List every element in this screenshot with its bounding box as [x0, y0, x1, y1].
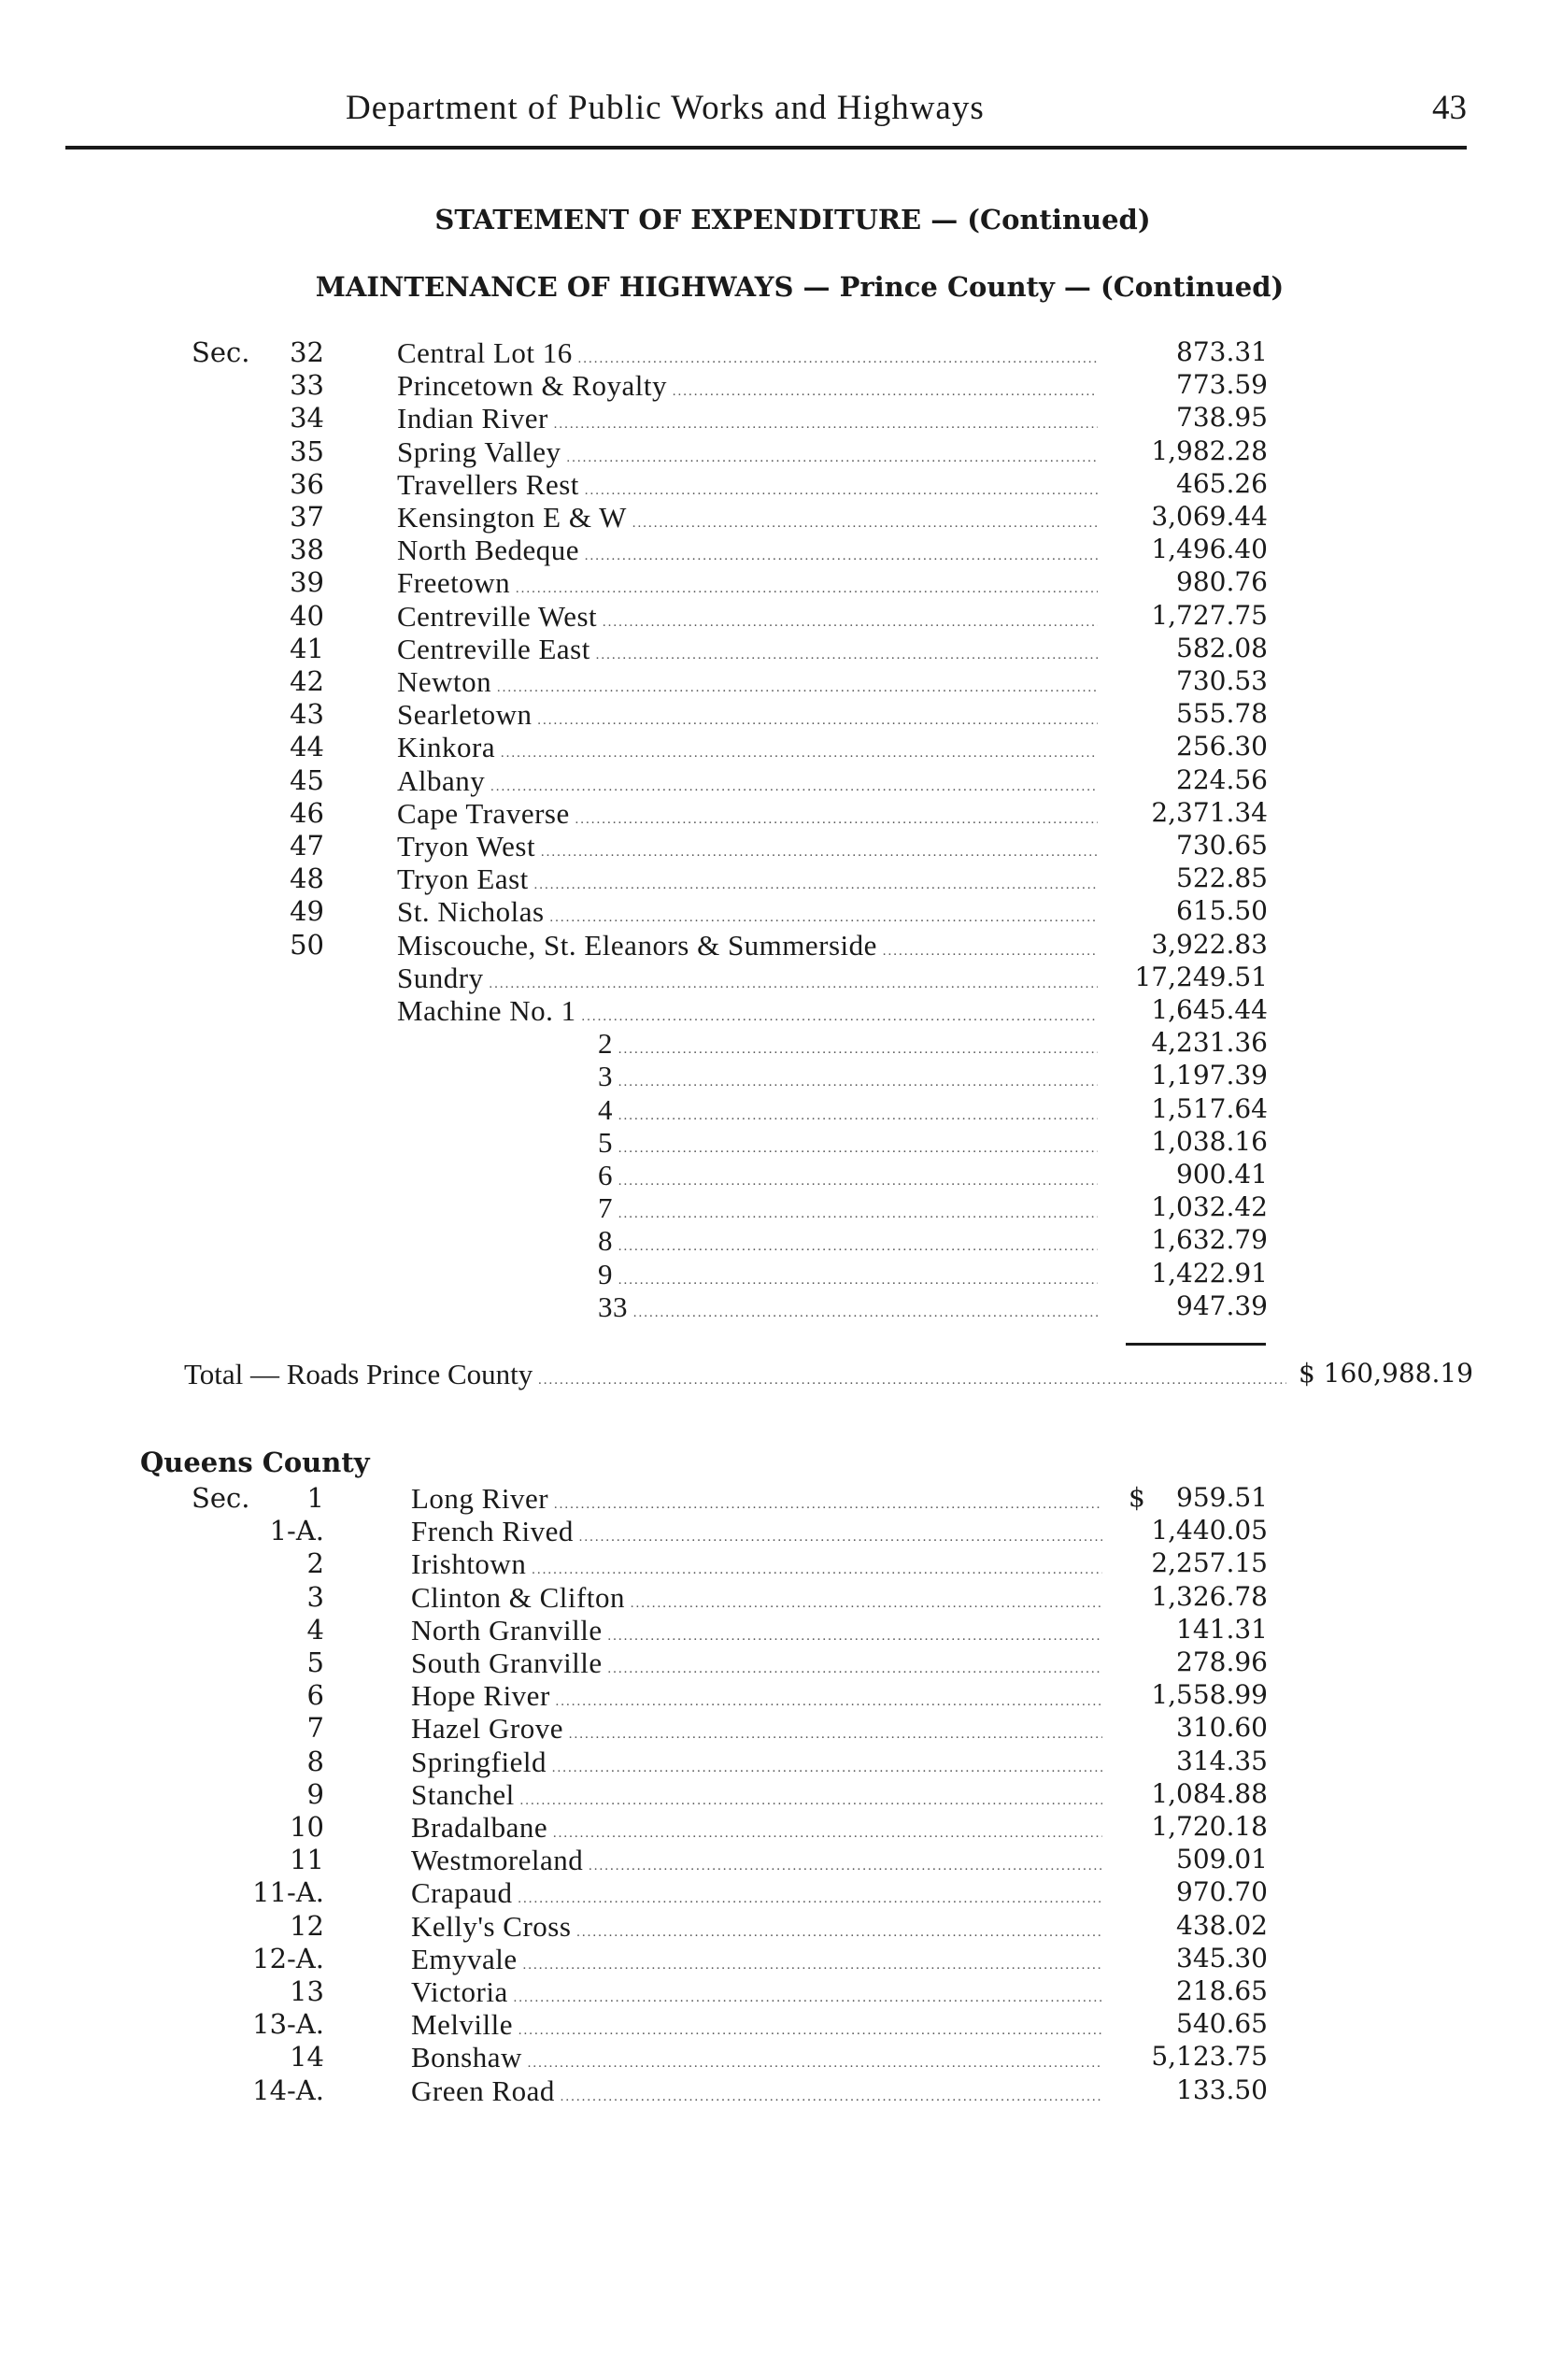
district-name: 7 ..... [598, 1191, 1098, 1225]
district-name: Central Lot 16 ..... [397, 336, 1098, 370]
table-row [0, 698, 1548, 732]
district-name: Centreville West ..... [397, 600, 1098, 634]
amount: 1,727.75 [1151, 599, 1268, 631]
sec-label: Sec. [192, 336, 250, 368]
amount: 522.85 [1176, 862, 1268, 894]
table-row [0, 1910, 1548, 1944]
district-name: North Bedeque ..... [397, 534, 1098, 567]
district-name: Sundry ..... [397, 962, 1098, 995]
sec-number: 43 [290, 698, 324, 731]
sec-number: 13-A. [252, 2008, 324, 2041]
sec-number: 44 [290, 731, 324, 763]
amount: 959.51 [1176, 1482, 1268, 1513]
amount: 980.76 [1176, 566, 1268, 598]
amount: 1,645.44 [1151, 994, 1268, 1025]
table-row [0, 633, 1548, 666]
table-row [0, 1547, 1548, 1581]
subtotal-rule [1126, 1343, 1266, 1346]
table-row [0, 435, 1548, 469]
table-row [0, 2074, 1548, 2108]
sec-number: 35 [290, 435, 324, 467]
district-name: Bradalbane ..... [411, 1811, 1102, 1845]
sec-number: 42 [290, 665, 324, 697]
dollar-sign: $ [1129, 1482, 1145, 1513]
table-row [0, 764, 1548, 798]
sec-number: 49 [290, 895, 324, 928]
page-header [65, 80, 1467, 150]
sec-number: 6 [306, 1679, 324, 1712]
sec-number: 1-A. [269, 1515, 324, 1547]
sec-number: 12 [290, 1909, 324, 1942]
table-row [0, 994, 1548, 1028]
district-name: North Granville ..... [411, 1614, 1102, 1647]
amount: 730.53 [1176, 665, 1268, 696]
district-name: Green Road ..... [411, 2074, 1102, 2108]
district-name: Kinkora ..... [397, 731, 1098, 764]
district-name: Tryon East ..... [397, 862, 1098, 896]
sec-number: 12-A. [252, 1942, 324, 1974]
table-row [0, 2008, 1548, 2042]
sec-number: 50 [290, 928, 324, 961]
amount: 1,084.88 [1151, 1777, 1268, 1809]
amount: 2,257.15 [1151, 1547, 1268, 1579]
sec-number: 11-A. [252, 1876, 324, 1909]
table-row [0, 1679, 1548, 1713]
table-row [0, 895, 1548, 929]
sec-number: 13 [290, 1975, 324, 2007]
sec-number: 33 [290, 369, 324, 402]
table-row [0, 336, 1548, 370]
amount: 465.26 [1176, 467, 1268, 499]
district-name: 6 ..... [598, 1159, 1098, 1192]
district-name: 4 ..... [598, 1093, 1098, 1127]
district-name: Kelly's Cross ..... [411, 1910, 1102, 1944]
sec-number: 48 [290, 862, 324, 895]
district-name: Westmoreland ..... [411, 1844, 1102, 1877]
amount: 278.96 [1176, 1646, 1268, 1677]
total-dollar-sign: $ [1299, 1358, 1315, 1389]
table-row [0, 1844, 1548, 1877]
table-row [0, 962, 1548, 995]
amount: 1,032.42 [1151, 1191, 1268, 1223]
amount: 738.95 [1176, 402, 1268, 434]
table-row [0, 1746, 1548, 1779]
section-title: MAINTENANCE OF HIGHWAYS — Prince County — (Continued) [315, 271, 1285, 303]
district-name: Freetown ..... [397, 566, 1098, 600]
sec-number: 32 [290, 336, 324, 368]
amount: 1,440.05 [1151, 1515, 1268, 1546]
sec-number: 36 [290, 467, 324, 500]
sec-number: 45 [290, 763, 324, 796]
sec-number: 38 [290, 534, 324, 566]
sec-number: 3 [306, 1580, 324, 1613]
sec-number: 40 [290, 599, 324, 632]
amount: 314.35 [1176, 1745, 1268, 1776]
district-name: 5 ..... [598, 1126, 1098, 1160]
table-row [0, 1126, 1548, 1160]
table-row [0, 731, 1548, 764]
district-name: Tryon West ..... [397, 830, 1098, 863]
sec-number: 39 [290, 566, 324, 599]
amount: 224.56 [1176, 763, 1268, 795]
district-name: French Rived ..... [411, 1515, 1102, 1548]
sec-number: 5 [306, 1646, 324, 1678]
table-row [0, 1515, 1548, 1548]
district-name: 2 ..... [598, 1027, 1098, 1061]
district-name: Hazel Grove ..... [411, 1712, 1102, 1746]
district-name: Stanchel ..... [411, 1778, 1102, 1812]
amount: 1,982.28 [1151, 435, 1268, 466]
running-head: Department of Public Works and Highways [346, 89, 985, 127]
table-row [0, 1027, 1548, 1061]
sec-number: 2 [306, 1547, 324, 1580]
amount: 1,558.99 [1151, 1679, 1268, 1711]
amount: 1,038.16 [1151, 1125, 1268, 1157]
table-row [0, 1712, 1548, 1746]
table-row [0, 2041, 1548, 2074]
district-name: Machine No. 1 ..... [397, 994, 1098, 1028]
amount: 773.59 [1176, 369, 1268, 401]
amount: 310.60 [1176, 1712, 1268, 1744]
table-row [0, 566, 1548, 600]
table-row [0, 1614, 1548, 1647]
district-name: Long River ..... [411, 1482, 1102, 1516]
table-row [0, 1581, 1548, 1615]
total-amount: 160,988.19 [1323, 1358, 1473, 1389]
table-row [0, 1093, 1548, 1127]
sec-number: 47 [290, 830, 324, 862]
table-row [0, 402, 1548, 435]
district-name: Searletown ..... [397, 698, 1098, 732]
amount: 1,496.40 [1151, 534, 1268, 565]
amount: 141.31 [1176, 1613, 1268, 1645]
amount: 1,632.79 [1151, 1224, 1268, 1256]
district-name: Cape Traverse ..... [397, 797, 1098, 831]
amount: 2,371.34 [1151, 796, 1268, 828]
district-name: St. Nicholas ..... [397, 895, 1098, 929]
district-name: Victoria ..... [411, 1975, 1102, 2009]
district-name: Irishtown ..... [411, 1547, 1102, 1581]
table-row [0, 1482, 1548, 1516]
amount: 256.30 [1176, 731, 1268, 762]
table-row [0, 665, 1548, 699]
table-row [0, 1258, 1548, 1291]
sec-number: 9 [306, 1777, 324, 1810]
district-name: 33 ..... [598, 1290, 1098, 1324]
statement-title: STATEMENT OF EXPENDITURE — (Continued) [434, 204, 1151, 235]
table-row [0, 1646, 1548, 1680]
amount: 4,231.36 [1151, 1027, 1268, 1059]
table-row [0, 1224, 1548, 1258]
table-row [0, 1778, 1548, 1812]
table-row [0, 1159, 1548, 1192]
table-row [0, 1290, 1548, 1324]
district-name: Hope River ..... [411, 1679, 1102, 1713]
amount: 3,922.83 [1151, 928, 1268, 960]
amount: 615.50 [1176, 895, 1268, 927]
sec-number: 14-A. [252, 2074, 324, 2106]
total-row [0, 1358, 1548, 1395]
amount: 1,326.78 [1151, 1580, 1268, 1612]
amount: 873.31 [1176, 336, 1268, 367]
table-row [0, 830, 1548, 863]
district-name: Travellers Rest ..... [397, 468, 1098, 502]
total-label: Total — Roads Prince County ..... [184, 1358, 1286, 1391]
sec-number: 7 [306, 1712, 324, 1745]
table-row [0, 1811, 1548, 1845]
district-name: South Granville ..... [411, 1646, 1102, 1680]
amount: 17,249.51 [1134, 961, 1268, 992]
amount: 509.01 [1176, 1844, 1268, 1875]
amount: 900.41 [1176, 1159, 1268, 1190]
table-row [0, 1943, 1548, 1976]
amount: 345.30 [1176, 1942, 1268, 1974]
sec-number: 46 [290, 796, 324, 829]
district-name: Crapaud ..... [411, 1876, 1102, 1910]
amount: 540.65 [1176, 2008, 1268, 2040]
amount: 555.78 [1176, 698, 1268, 730]
district-name: Newton ..... [397, 665, 1098, 699]
amount: 5,123.75 [1151, 2041, 1268, 2073]
district-name: 9 ..... [598, 1258, 1098, 1291]
sec-label: Sec. [192, 1482, 250, 1514]
district-name: 8 ..... [598, 1224, 1098, 1258]
table-row [0, 1876, 1548, 1910]
sec-number: 14 [290, 2041, 324, 2074]
amount: 218.65 [1176, 1975, 1268, 2006]
sec-number: 10 [290, 1811, 324, 1843]
district-name: Clinton & Clifton ..... [411, 1581, 1102, 1615]
amount: 582.08 [1176, 632, 1268, 663]
amount: 1,517.64 [1151, 1092, 1268, 1124]
district-name: Springfield ..... [411, 1746, 1102, 1779]
sec-number: 8 [306, 1745, 324, 1777]
amount: 3,069.44 [1151, 501, 1268, 532]
table-row [0, 369, 1548, 403]
amount: 133.50 [1176, 2074, 1268, 2105]
district-name: Emyvale ..... [411, 1943, 1102, 1976]
table-row [0, 862, 1548, 896]
sec-number: 1 [306, 1482, 324, 1514]
amount: 1,422.91 [1151, 1257, 1268, 1289]
amount: 970.70 [1176, 1876, 1268, 1908]
sec-number: 4 [306, 1613, 324, 1646]
district-name: Princetown & Royalty ..... [397, 369, 1098, 403]
sec-number: 37 [290, 501, 324, 533]
page-number: 43 [1432, 89, 1467, 127]
amount: 730.65 [1176, 830, 1268, 861]
district-name: Miscouche, St. Eleanors & Summerside ..... [397, 929, 1098, 962]
table-row [0, 797, 1548, 831]
sec-number: 11 [290, 1844, 324, 1876]
table-row [0, 600, 1548, 634]
table-row [0, 1191, 1548, 1225]
district-name: Melville ..... [411, 2008, 1102, 2042]
district-name: Spring Valley ..... [397, 435, 1098, 469]
district-name: Indian River ..... [397, 402, 1098, 435]
table-row [0, 929, 1548, 962]
table-row [0, 1060, 1548, 1093]
amount: 438.02 [1176, 1909, 1268, 1941]
district-name: Centreville East ..... [397, 633, 1098, 666]
district-name: Albany ..... [397, 764, 1098, 798]
sec-number: 41 [290, 632, 324, 664]
table-row [0, 501, 1548, 534]
district-name: 3 ..... [598, 1060, 1098, 1093]
district-name: Bonshaw ..... [411, 2041, 1102, 2074]
amount: 1,197.39 [1151, 1060, 1268, 1091]
queens-county-heading: Queens County [140, 1447, 370, 1478]
amount: 1,720.18 [1151, 1811, 1268, 1842]
table-row [0, 468, 1548, 502]
district-name: Kensington E & W ..... [397, 501, 1098, 534]
amount: 947.39 [1176, 1290, 1268, 1321]
table-row [0, 1975, 1548, 2009]
table-row [0, 534, 1548, 567]
sec-number: 34 [290, 402, 324, 435]
